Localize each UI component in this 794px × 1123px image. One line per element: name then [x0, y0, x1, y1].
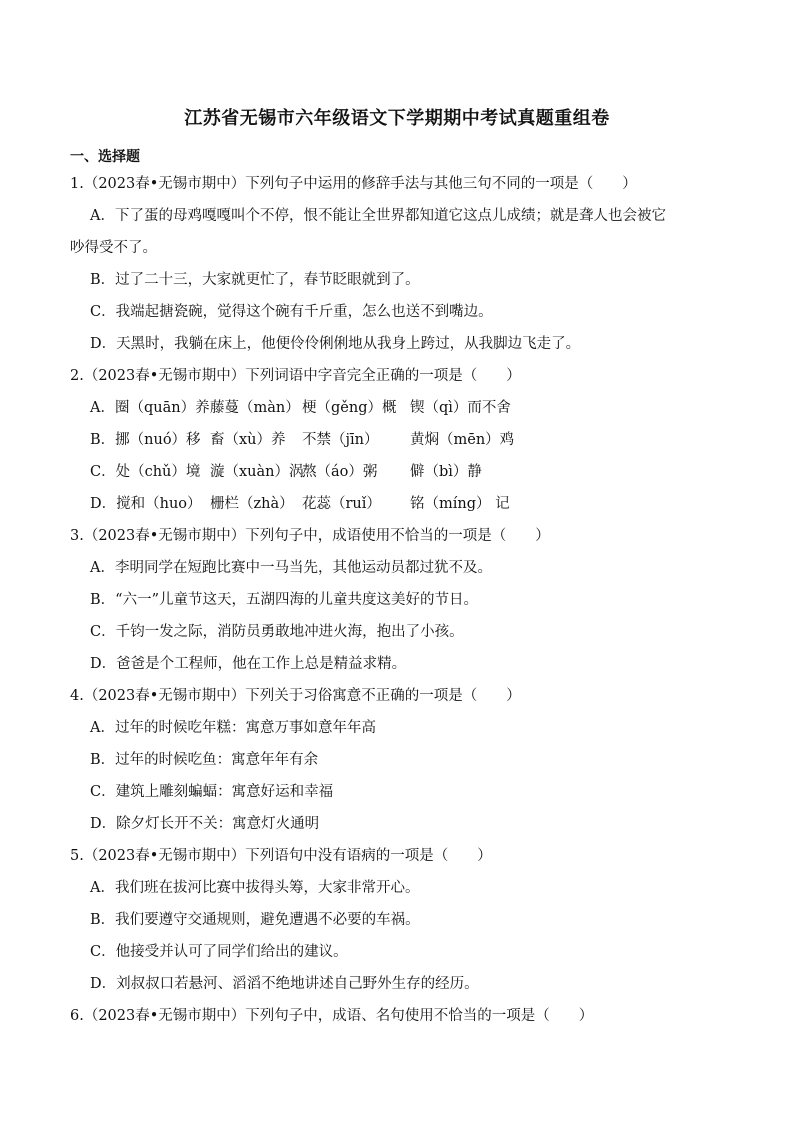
option-d: D．刘叔叔口若悬河、滔滔不绝地讲述自己野外生存的经历。	[90, 976, 479, 992]
option-d: D．爸爸是个工程师，他在工作上总是精益求精。	[90, 656, 407, 672]
option-b: B．“六一”儿童节这天，五湖四海的儿童共度这美好的节日。	[90, 592, 478, 608]
word-item: 藤蔓（màn）	[210, 400, 300, 416]
word-item: 漩（xuàn）涡	[210, 464, 304, 480]
word-item: 花蕊（ruǐ）	[302, 496, 381, 512]
word-item: 梗（gěng）概	[302, 400, 397, 416]
option-d: D．除夕灯长开不关：寓意灯火通明	[90, 816, 320, 832]
word-item: D．搅和（huo）	[90, 496, 202, 512]
option-c: C．他接受并认可了同学们给出的建议。	[90, 944, 348, 960]
option-a: A．下了蛋的母鸡嘎嘎叫个不停，恨不能让全世界都知道它这点儿成绩；就是聋人也会被它	[90, 208, 666, 224]
question-stem: 1.（2023春•无锡市期中）下列句子中运用的修辞手法与其他三句不同的一项是（ ）	[70, 176, 637, 192]
question-stem: 5.（2023春•无锡市期中）下列语句中没有语病的一项是（ ）	[70, 848, 492, 864]
question-list	[70, 172, 750, 1036]
option-a-continuation: 吵得受不了。	[70, 240, 157, 256]
option-c: C．建筑上雕刻蝙蝠：寓意好运和幸福	[90, 784, 334, 800]
question-stem: 3.（2023春•无锡市期中）下列句子中，成语使用不恰当的一项是（ ）	[70, 528, 550, 544]
word-item: 不禁（jīn）	[302, 432, 379, 448]
word-item: 栅栏（zhà）	[210, 496, 294, 512]
word-item: 熬（áo）粥	[302, 464, 378, 480]
option-b: B．我们要遵守交通规则，避免遭遇不必要的车祸。	[90, 912, 420, 928]
option-c: C．千钧一发之际，消防员勇敢地冲进火海，抱出了小孩。	[90, 624, 464, 640]
question-stem: 6.（2023春•无锡市期中）下列句子中，成语、名句使用不恰当的一项是（ ）	[70, 1008, 594, 1024]
question-stem: 4.（2023春•无锡市期中）下列关于习俗寓意不正确的一项是（ ）	[70, 688, 521, 704]
option-a: A．李明同学在短跑比赛中一马当先，其他运动员都过犹不及。	[90, 560, 492, 576]
option-row-c	[90, 460, 750, 484]
section-heading: 一、选择题	[70, 149, 140, 165]
page-title: 江苏省无锡市六年级语文下学期期中考试真题重组卷	[184, 108, 610, 129]
word-item: B．挪（nuó）移	[90, 432, 201, 448]
option-a: A．我们班在拔河比赛中拔得头筹，大家非常开心。	[90, 880, 420, 896]
word-item: 黄焖（mēn）鸡	[410, 432, 515, 448]
option-c: C．我端起搪瓷碗，觉得这个碗有千斤重，怎么也送不到嘴边。	[90, 304, 493, 320]
word-item: A．圈（quān）养	[90, 400, 210, 416]
word-item: 僻（bì）静	[410, 464, 482, 480]
option-row-d	[90, 492, 750, 516]
option-row-b	[90, 428, 750, 452]
word-item: 铭（míng） 记	[410, 496, 510, 512]
question-stem: 2.（2023春•无锡市期中）下列词语中字音完全正确的一项是（ ）	[70, 368, 521, 384]
option-row-a	[90, 396, 750, 420]
option-b: B．过了二十三，大家就更忙了，春节眨眼就到了。	[90, 272, 420, 288]
option-b: B．过年的时候吃鱼：寓意年年有余	[90, 752, 319, 768]
word-item: 锲（qì）而不舍	[410, 400, 511, 416]
word-item: C．处（chǔ）境	[90, 464, 201, 480]
option-d: D．天黑时，我躺在床上，他便伶伶俐俐地从我身上跨过，从我脚边飞走了。	[90, 336, 581, 352]
option-a: A．过年的时候吃年糕：寓意万事如意年年高	[90, 720, 376, 736]
word-item: 畜（xù）养	[210, 432, 286, 448]
